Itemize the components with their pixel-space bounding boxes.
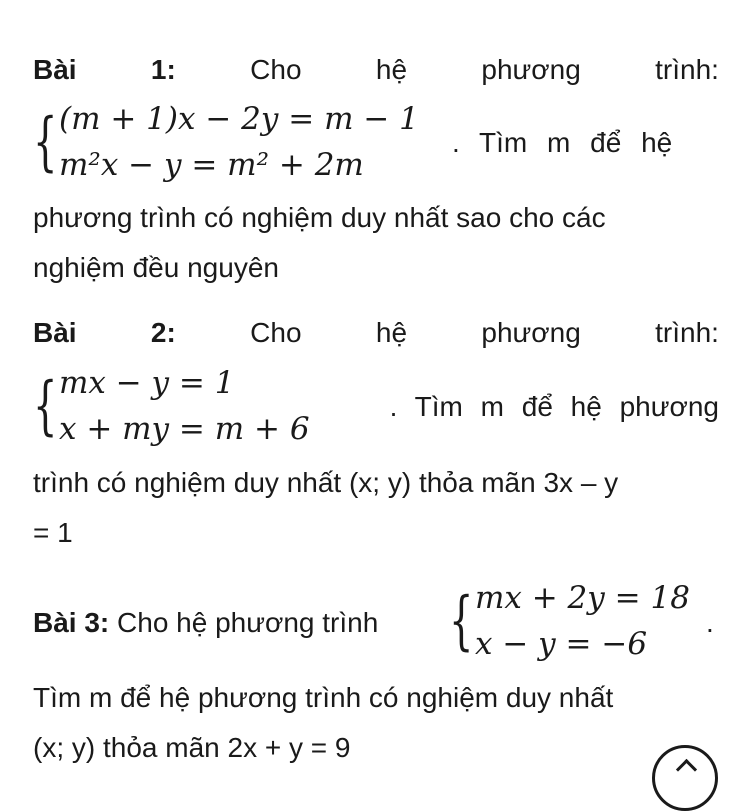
bai1-equation-system <box>33 96 419 188</box>
bai1-heading <box>33 53 719 87</box>
bai3-equation-1: mx + 2y = 18 <box>475 580 690 616</box>
bai1-after-system <box>452 126 719 160</box>
bai2-line-3: trình có nghiệm duy nhất (x; y) thỏa mãn 3x – y <box>33 467 619 498</box>
bai1-after-system-text: . Tìm m để hệ <box>452 127 673 158</box>
bai2-heading <box>33 316 719 350</box>
bai1-equation-2: m²x − y = m² + 2m <box>59 147 364 183</box>
bai2-label-word: Bài <box>33 317 77 348</box>
bai2-word-cho: Cho <box>250 317 302 348</box>
bai2-equation-2: x + my = m + 6 <box>59 411 310 447</box>
bai3-intro: Cho hệ phương trình <box>109 607 379 638</box>
brace-icon: { <box>449 584 474 658</box>
bai1-line-3: phương trình có nghiệm duy nhất sao cho các <box>33 202 606 233</box>
bai2-equation-1: mx − y = 1 <box>59 365 235 401</box>
bai3-equation-system <box>449 575 690 667</box>
scroll-top-button[interactable] <box>652 745 718 811</box>
bai3-line-3: (x; y) thỏa mãn 2x + y = 9 <box>33 732 351 763</box>
bai2-word-he: hệ <box>375 317 408 348</box>
bai2-equation-system <box>33 360 310 452</box>
bai3-equation-2: x − y = −6 <box>475 626 648 662</box>
bai2-label-number: 2: <box>150 317 176 348</box>
brace-icon: { <box>33 369 58 443</box>
bai1-label-number: 1: <box>150 54 176 85</box>
bai2-word-phuong: phương <box>481 317 581 348</box>
bai2-word-trinh: trình: <box>655 317 719 348</box>
bai3-heading <box>33 606 453 640</box>
bai3-line-2: Tìm m để hệ phương trình có nghiệm duy nhất <box>33 682 614 713</box>
bai3-after-system: . <box>706 607 714 638</box>
bai2-after-system-text: . Tìm m để hệ phương <box>389 391 719 422</box>
bai1-word-phuong: phương <box>481 54 581 85</box>
bai1-word-trinh: trình: <box>655 54 719 85</box>
bai3-label: Bài 3: <box>33 607 110 638</box>
bai1-equation-1: (m + 1)x − 2y = m − 1 <box>59 101 419 137</box>
bai1-label-word: Bài <box>33 54 77 85</box>
bai1-word-he: hệ <box>375 54 408 85</box>
bai2-line-4: = 1 <box>33 517 73 548</box>
bai1-word-cho: Cho <box>250 54 302 85</box>
brace-icon: { <box>33 105 58 179</box>
bai2-after-system <box>336 390 719 424</box>
bai1-line-4: nghiệm đều nguyên <box>33 252 279 283</box>
